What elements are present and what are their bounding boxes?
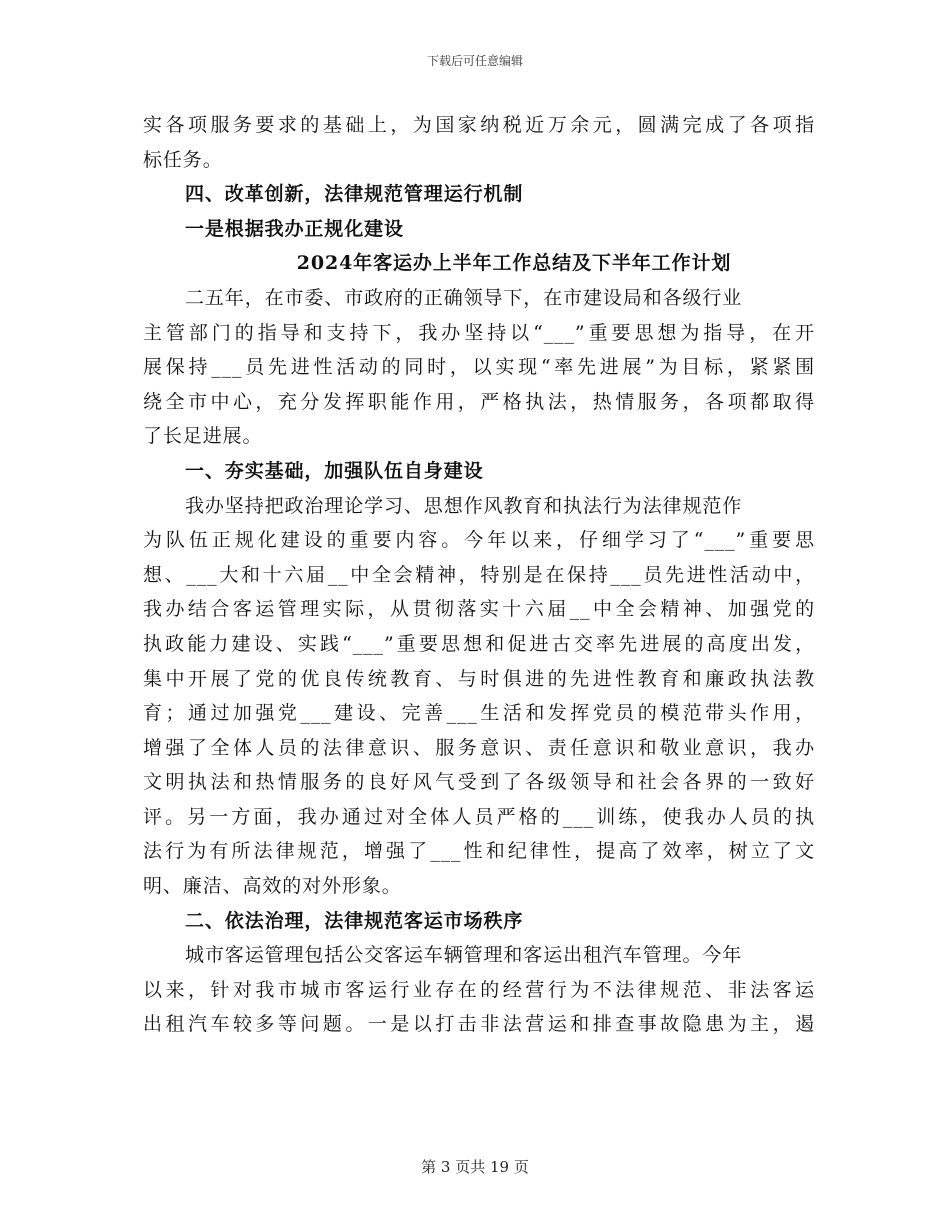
body-text-line: 城市客运管理包括公交客运车辆管理和客运出租汽车管理。今年: [185, 944, 743, 967]
body-text-line: 想、___大和十六届__中全会精神，特别是在保持___员先进性活动中，: [143, 563, 815, 586]
body-text-line: 育；通过加强党___建设、完善___生活和发挥党员的模范带头作用，: [143, 702, 815, 725]
body-text-line: 增强了全体人员的法律意识、服务意识、责任意识和敬业意识，我办: [143, 736, 815, 759]
body-text-line: 我办结合客运管理实际，从贯彻落实十六届__中全会精神、加强党的: [143, 598, 815, 621]
section-heading: 二、依法治理，法律规范客运市场秩序: [185, 909, 524, 932]
body-text-line: 出租汽车较多等问题。一是以打击非法营运和排查事故隐患为主，遏: [143, 1013, 815, 1036]
body-text-line: 以来，针对我市城市客运行业存在的经营行为不法律规范、非法客运: [143, 978, 815, 1001]
section-heading: 一是根据我办正规化建设: [185, 217, 404, 240]
body-text-line: 主管部门的指导和支持下，我办坚持以“___”重要思想为指导，在开: [143, 321, 815, 344]
body-text-line: 评。另一方面，我办通过对全体人员严格的___训练，使我办人员的执: [143, 805, 815, 828]
body-text-line: 绕全市中心，充分发挥职能作用，严格执法，热情服务，各项都取得: [143, 390, 815, 413]
body-text-line: 展保持___员先进性活动的同时，以实现“率先进展”为目标，紧紧围: [143, 356, 815, 379]
body-text-line: 为队伍正规化建设的重要内容。今年以来，仔细学习了“___”重要思: [143, 529, 815, 552]
section-heading: 一、夯实基础，加强队伍自身建设: [185, 459, 484, 482]
page-header: 下载后可任意编辑: [426, 54, 523, 68]
body-text-line: 我办坚持把政治理论学习、思想作风教育和执法行为法律规范作: [185, 494, 743, 517]
body-text-line: 明、廉洁、高效的对外形象。: [143, 875, 402, 898]
document-body: [143, 108, 815, 1042]
body-text-line: 实各项服务要求的基础上，为国家纳税近万余元，圆满完成了各项指: [143, 114, 815, 136]
body-text-line: 了长足进展。: [143, 425, 263, 448]
body-text-line: 执政能力建设、实践“___”重要思想和促进古交率先进展的高度出发，: [143, 632, 815, 655]
body-text-line: 标任务。: [143, 148, 223, 171]
section-heading: 2024年客运办上半年工作总结及下半年工作计划: [296, 252, 732, 275]
body-text-line: 集中开展了党的优良传统教育、与时俱进的先进性教育和廉政执法教: [143, 667, 815, 690]
body-text-line: 二五年，在市委、市政府的正确领导下，在市建设局和各级行业: [185, 286, 743, 309]
body-text-line: 法行为有所法律规范，增强了___性和纪律性，提高了效率，树立了文: [143, 840, 815, 863]
page-footer: 第 3 页共 19 页: [421, 1158, 529, 1176]
body-text-line: 文明执法和热情服务的良好风气受到了各级领导和社会各界的一致好: [143, 771, 815, 794]
section-heading: 四、改革创新，法律规范管理运行机制: [185, 183, 524, 206]
